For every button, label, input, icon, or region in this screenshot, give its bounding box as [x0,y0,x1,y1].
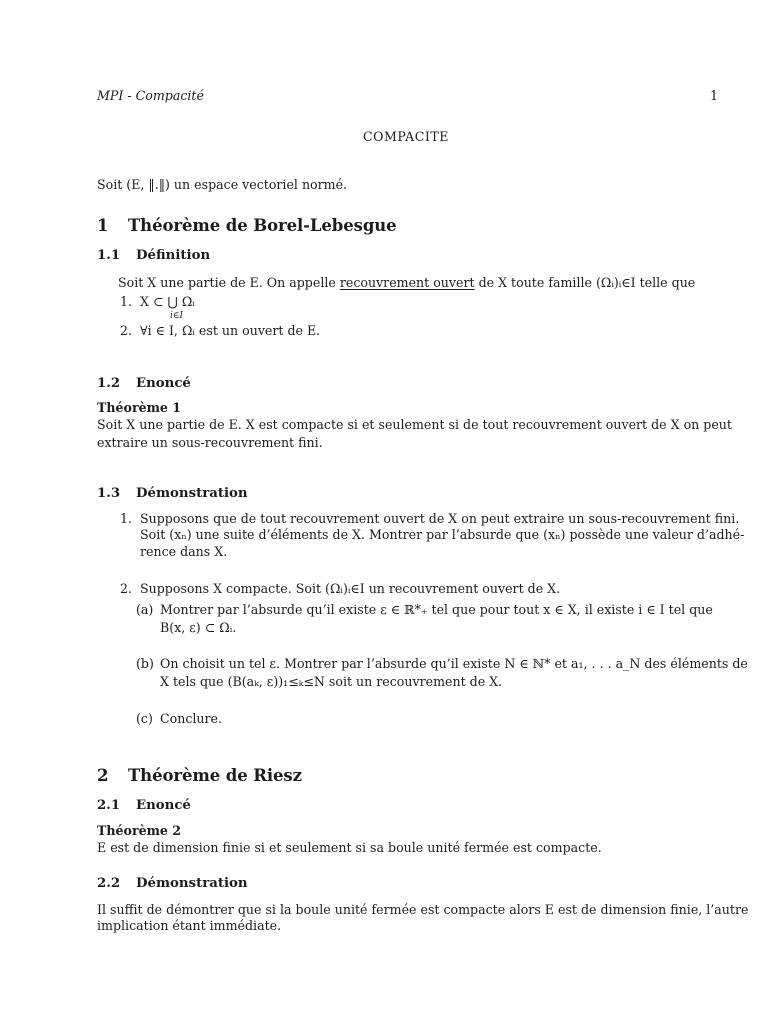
subsection-2-1-title: Enoncé [136,798,191,813]
proof-item-2a-line-2: B(x, ε) ⊂ Ωᵢ. [160,620,237,635]
definition-item-2-number: 2. [120,323,133,338]
running-header: MPI - Compacité [97,88,204,103]
proof-item-2a-line-1: Montrer par l’absurde qu’il existe ε ∈ ℝ*₊ tel que pour tout x ∈ X, il existe i ∈ I tel que [160,602,713,617]
intro-paragraph: Soit (E, ‖.‖) un espace vectoriel normé. [97,177,348,192]
proof-item-2c-number: (c) [136,711,153,726]
proof-item-2b-line-1: On choisit un tel ε. Montrer par l’absurde qu’il existe N ∈ ℕ* et a₁, . . . a_N des éléments de [160,656,748,671]
definition-item-1-number: 1. [120,294,133,309]
proof-item-2b-number: (b) [136,656,154,671]
subsection-1-3-number: 1.3 [97,486,121,501]
proof-item-2-line-1: Supposons X compacte. Soit (Ωᵢ)ᵢ∈I un recouvrement ouvert de X. [140,581,561,596]
subsection-2-1-number: 2.1 [97,798,121,813]
subsection-1-2-number: 1.2 [97,376,121,391]
definition-paragraph [118,277,695,290]
subsection-1-2-title: Enoncé [136,376,191,391]
section-2-number: 2 [97,766,109,785]
theorem-1-line-2: extraire un sous-recouvrement fini. [97,435,323,450]
theorem-2-label: Théorème 2 [97,823,182,838]
section-2-title: Théorème de Riesz [128,766,302,785]
union-index: i∈I [170,311,184,321]
proof-item-2-number: 2. [120,581,133,596]
section-1-number: 1 [97,216,109,235]
theorem-1-line-1: Soit X une partie de E. X est compacte si et seulement si de tout recouvrement ouvert de X on peut [97,417,732,432]
subsection-2-2-title: Démonstration [136,876,248,891]
proof-item-2c-line-1: Conclure. [160,711,222,726]
page-number: 1 [710,88,719,103]
theorem-2-line-1: E est de dimension finie si et seulement si sa boule unité fermée est compacte. [97,840,602,855]
riesz-proof-line-1: Il suffit de démontrer que si la boule unité fermée est compacte alors E est de dimension finie, l’autre [97,902,749,917]
proof-item-1-number: 1. [120,511,133,526]
riesz-proof-line-2: implication étant immédiate. [97,918,282,933]
definition-item-2: ∀i ∈ I, Ωᵢ est un ouvert de E. [140,323,321,338]
proof-item-1-line-2: Soit (xₙ) une suite d’éléments de X. Montrer par l’absurde que (xₙ) possède une valeur d’adhé- [140,527,745,542]
subsection-1-1-number: 1.1 [97,248,121,263]
defined-term: recouvrement ouvert [339,275,475,290]
proof-item-1-line-3: rence dans X. [140,544,228,559]
proof-item-2a-number: (a) [136,602,154,617]
proof-item-2b-line-2: X tels que (B(aₖ, ε))₁≤ₖ≤N soit un recouvrement de X. [160,674,503,689]
definition-text-a: Soit X une partie de E. On appelle [118,275,340,290]
subsection-2-2-number: 2.2 [97,876,121,891]
subsection-1-1-title: Définition [136,248,211,263]
definition-text-b: de X toute famille (Ωᵢ)ᵢ∈I telle que [474,275,696,290]
definition-item-1: X ⊂ ⋃ Ωᵢ [140,294,195,309]
proof-item-1-line-1: Supposons que de tout recouvrement ouvert de X on peut extraire un sous-recouvrement fini. [140,511,740,526]
section-1-title: Théorème de Borel-Lebesgue [128,216,397,235]
subsection-1-3-title: Démonstration [136,486,248,501]
document-title: COMPACITE [363,129,449,144]
theorem-1-label: Théorème 1 [97,400,182,415]
